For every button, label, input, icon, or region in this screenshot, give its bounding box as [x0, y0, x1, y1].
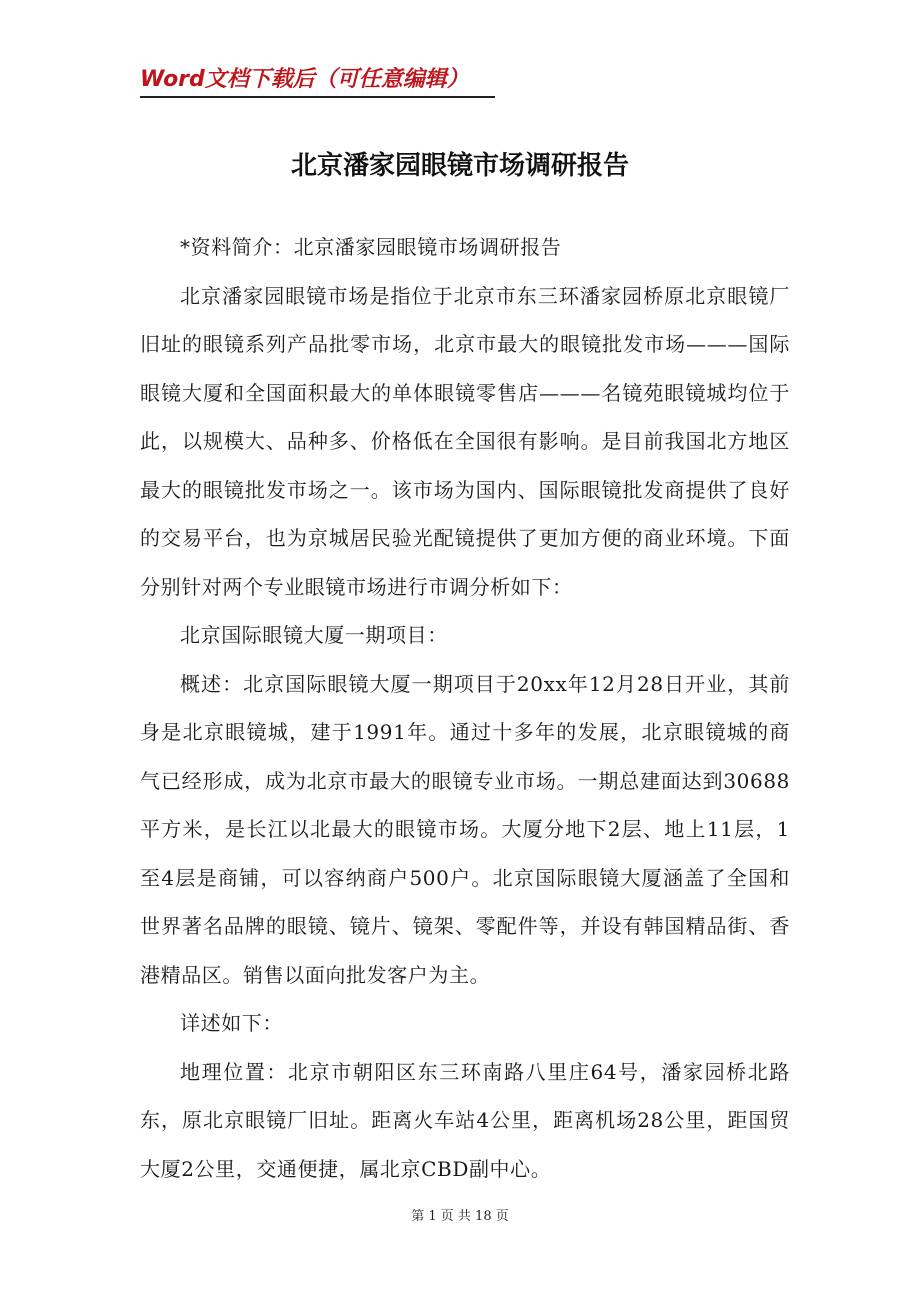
paragraph-summary: *资料简介：北京潘家园眼镜市场调研报告 [180, 235, 562, 259]
paragraph-overview: 概述：北京国际眼镜大厦一期项目于20xx年12月28日开业，其前身是北京眼镜城，建于1991年。通过十多年的发展，北京眼镜城的商气已经形成，成为北京市最大的眼镜专业市场。一期总建面达到30688平方米，是长江以北最大的眼镜市场。大厦分地下2层、地上11层，1至4层是商铺，可以容纳商户500户。北京国际眼镜大厦涵盖了全国和世界著名品牌的眼镜、镜片、镜架、零配件等，并设有韩国精品街、香港精品区。销售以面向批发客户为主。 [140, 671, 790, 987]
document-body [140, 223, 790, 1193]
header-banner [140, 66, 495, 98]
document-title: 北京潘家园眼镜市场调研报告 [290, 151, 629, 181]
paragraph-location: 地理位置：北京市朝阳区东三环南路八里庄64号，潘家园桥北路东，原北京眼镜厂旧址。距离火车站4公里，距离机场28公里，距国贸大厦2公里，交通便捷，属北京CBD副中心。 [140, 1059, 790, 1181]
paragraph-intro: 北京潘家园眼镜市场是指位于北京市东三环潘家园桥原北京眼镜厂旧址的眼镜系列产品批零市场，北京市最大的眼镜批发市场———国际眼镜大厦和全国面积最大的单体眼镜零售店———名镜苑眼镜城均位于此，以规模大、品种多、价格低在全国很有影响。是目前我国北方地区最大的眼镜批发市场之一。该市场为国内、国际眼镜批发商提供了良好的交易平台，也为京城居民验光配镜提供了更加方便的商业环境。下面分别针对两个专业眼镜市场进行市调分析如下： [140, 283, 790, 599]
paragraph-details-heading: 详述如下： [180, 1011, 283, 1035]
page-number-footer: 第 1 页 共 18 页 [411, 1209, 509, 1224]
header-download-label: Word文档下载后（可任意编辑） [140, 67, 469, 92]
paragraph-project-heading: 北京国际眼镜大厦一期项目： [180, 623, 448, 647]
